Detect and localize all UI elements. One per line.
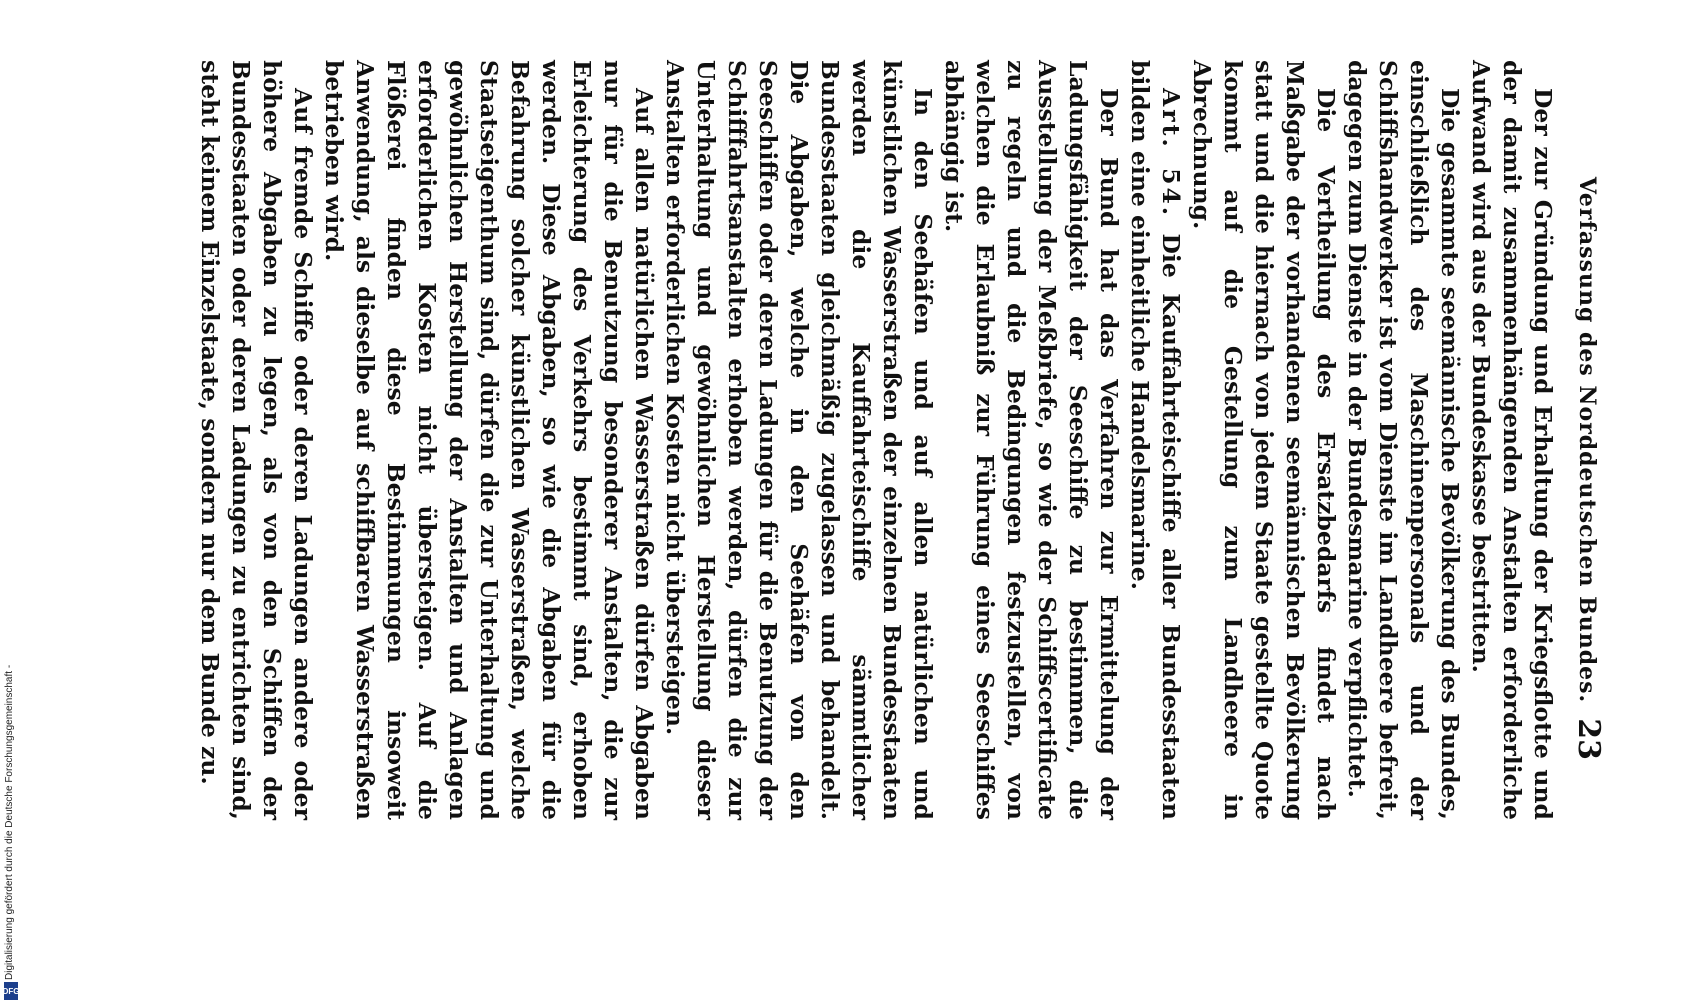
book-page — [180, 60, 1606, 820]
paragraph-ship-measurement: Der Bund hat das Verfahren zur Ermittelung der Ladungsfähigkeit der Seeschiffe zu bestimmen, die Ausstellung der Meßbriefe, so wie der Schiffscertificate zu regeln und die Bedingungen festzustellen, von welchen die Erlaubniß zur Führung eines Seeschiffes abhängig ist. — [940, 60, 1123, 820]
digitization-footer — [4, 610, 18, 1000]
page-header — [1560, 60, 1606, 820]
paragraph-fleet-costs: Der zur Gründung und Erhaltung der Kriegsflotte und der damit zusammenhängenden Anstalten erforderliche Aufwand wird aus der Bundeskasse bestritten. — [1467, 60, 1557, 820]
article-54-text: Die Kauffahrteischiffe aller Bundesstaaten bilden eine einheitliche Handelsmarine. — [1126, 60, 1185, 820]
article-label: Art. 54. — [1157, 88, 1185, 219]
paragraph-foreign-ships: Auf fremde Schiffe oder deren Ladungen andere oder höhere Abgaben zu legen, als von den Schiffen der Bundesstaaten oder deren Ladungen zu entrichten sind, steht keinem Einzelstaate, sondern nur dem Bunde zu. — [196, 60, 317, 820]
dfg-logo: DFG — [4, 982, 18, 1000]
paragraph-seafaring-population: Die gesammte seemännische Bevölkerung des Bundes, einschließlich des Maschinenpersonals und der Schiffshandwerker ist vom Dienste im Landheere befreit, dagegen zum Dienste in der Bundesmarine verpflichtet. — [1343, 60, 1464, 820]
digitization-credit: Digitalisierung gefördert durch die Deutsche Forschungsgemeinschaft - — [4, 664, 15, 980]
running-title: Verfassung des Norddeutschen Bundes. — [1574, 176, 1600, 704]
page-number: 23 — [1571, 718, 1606, 760]
paragraph-harbors: In den Seehäfen und auf allen natürlichen und künstlichen Wasserstraßen der einzelnen Bundesstaaten werden die Kauffahrteischiffe sämmtlicher Bundesstaaten gleichmäßig zugelassen und behandelt. Die Abgaben, welche in den Seehäfen von den Seeschiffen oder deren Ladungen für die Benutzung der Schifffahrtsanstalten erhoben werden, dürfen die zur Unterhaltung und gewöhnlichen Herstellung dieser Anstalten erforderlichen Kosten nicht übersteigen. — [661, 60, 937, 820]
article-54-paragraph — [1124, 60, 1186, 820]
paragraph-replacement-quota: Die Vertheilung des Ersatzbedarfs findet nach Maßgabe der vorhandenen seemännischen Bevölkerung statt und die hiernach von jedem Staate gestellte Quote kommt auf die Gestellung zum Landheere in Abrechnung. — [1188, 60, 1340, 820]
paragraph-waterways: Auf allen natürlichen Wasserstraßen dürfen Abgaben nur für die Benutzung besonderer Anstalten, die zur Erleichterung des Verkehrs bestimmt sind, erhoben werden. Diese Abgaben, so wie die Abgaben für die Befahrung solcher künstlichen Wasserstraßen, welche Staatseigenthum sind, dürfen die zur Unterhaltung und gewöhnlichen Herstellung der Anstalten und Anlagen erforderlichen Kosten nicht übersteigen. Auf die Flößerei finden diese Bestimmungen insoweit Anwendung, als dieselbe auf schiffbaren Wasserstraßen betrieben wird. — [320, 60, 658, 820]
page-body — [194, 60, 1558, 820]
